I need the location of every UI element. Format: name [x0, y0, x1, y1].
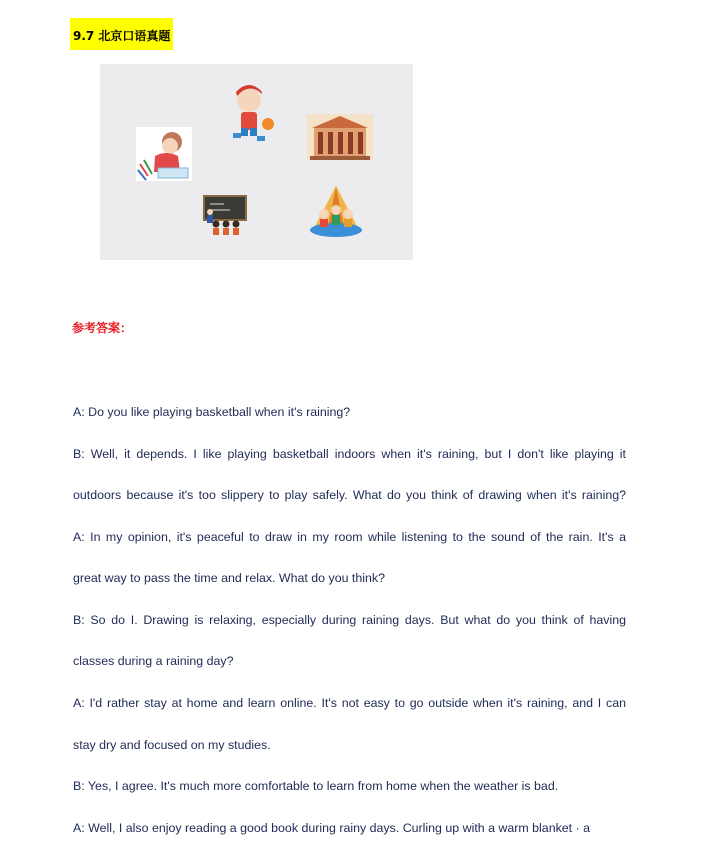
dialogue-line: A: Do you like playing basketball when it's raining?: [73, 405, 351, 419]
museum-building-icon: [307, 114, 373, 160]
dialogue-line: outdoors because it's too slippery to play safely. What do you think of drawing when it's raining?: [73, 488, 626, 502]
dialogue-line: A: In my opinion, it's peaceful to draw in my room while listening to the sound of the rain. It's a: [73, 530, 626, 544]
dialogue-line: B: So do I. Drawing is relaxing, especially during raining days. But what do you think of having: [73, 613, 626, 627]
dialogue-line: B: Yes, I agree. It's much more comfortable to learn from home when the weather is bad.: [73, 779, 559, 793]
dialogue-line: classes during a raining day?: [73, 654, 234, 668]
dialogue-line: great way to pass the time and relax. What do you think?: [73, 571, 385, 585]
classroom-blackboard-icon: [204, 196, 246, 235]
drawing-child-icon: [136, 127, 192, 181]
children-tent-icon: [310, 186, 362, 237]
dialogue-line: A: I'd rather stay at home and learn online. It's not easy to go outside when it's raining, and I can: [73, 696, 626, 710]
exam-illustration: [100, 64, 413, 260]
reference-answer-label: 参考答案：: [72, 321, 133, 335]
dialogue-line: stay dry and focused on my studies.: [73, 738, 271, 752]
dialogue-line: A: Well, I also enjoy reading a good book during rainy days. Curling up with a warm blanket · a: [73, 821, 591, 835]
dialogue-line: B: Well, it depends. I like playing basketball indoors when it's raining, but I don't like playing it: [73, 447, 626, 461]
section-heading: 9.7 北京口语真题: [70, 18, 173, 50]
basketball-player-icon: [233, 85, 274, 141]
